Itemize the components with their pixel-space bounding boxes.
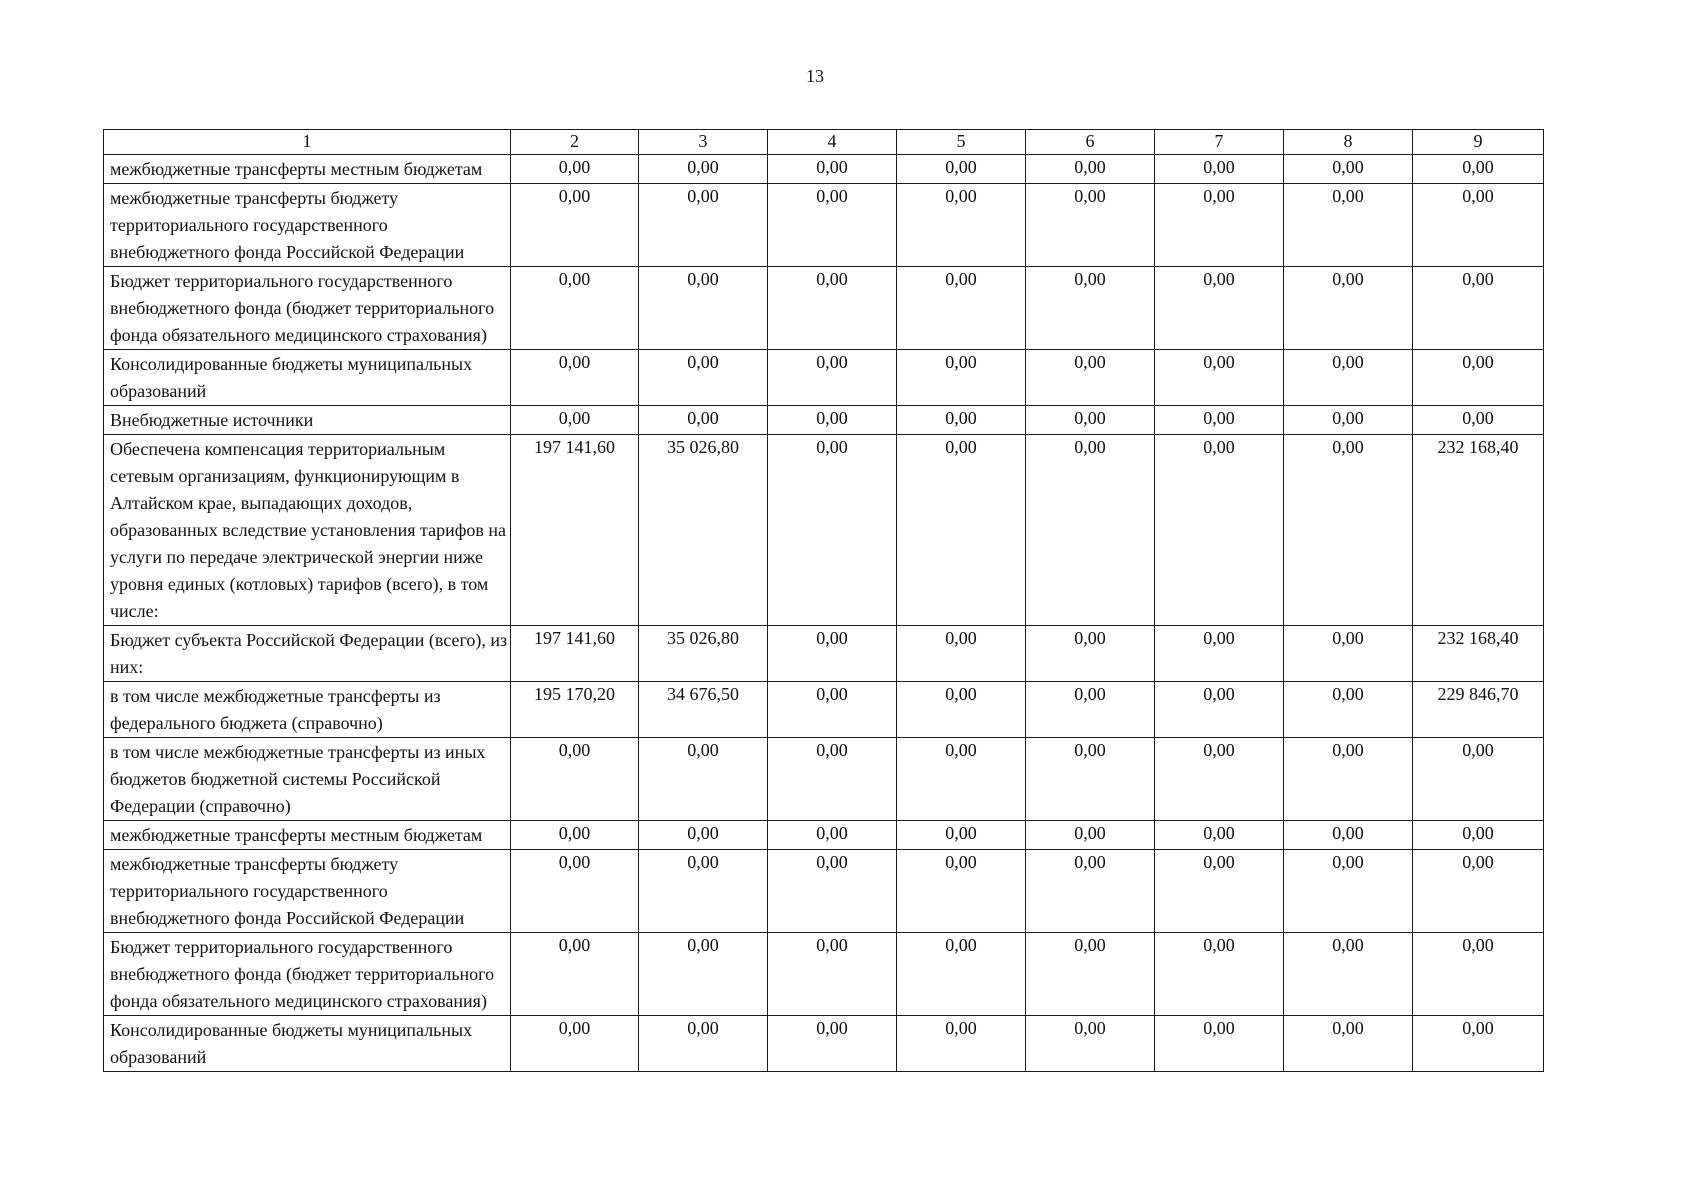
- cell-value: 0,00: [1026, 350, 1155, 406]
- cell-value: 0,00: [897, 738, 1026, 821]
- cell-value: 35 026,80: [639, 626, 768, 682]
- cell-value: 34 676,50: [639, 682, 768, 738]
- cell-value: 0,00: [897, 933, 1026, 1016]
- row-label: Консолидированные бюджеты муниципальных образований: [104, 1016, 511, 1072]
- cell-value: 0,00: [1413, 821, 1544, 850]
- cell-value: 0,00: [511, 184, 639, 267]
- budget-table: [103, 129, 1544, 1072]
- cell-value: 0,00: [897, 350, 1026, 406]
- column-header: 4: [768, 130, 897, 155]
- cell-value: 0,00: [511, 821, 639, 850]
- cell-value: 0,00: [1413, 350, 1544, 406]
- cell-value: 0,00: [897, 682, 1026, 738]
- cell-value: 0,00: [1026, 435, 1155, 626]
- cell-value: 0,00: [897, 626, 1026, 682]
- cell-value: 197 141,60: [511, 626, 639, 682]
- cell-value: 0,00: [1155, 1016, 1284, 1072]
- table-row: [104, 626, 1544, 682]
- cell-value: 0,00: [1413, 850, 1544, 933]
- cell-value: 0,00: [1026, 738, 1155, 821]
- cell-value: 0,00: [768, 1016, 897, 1072]
- cell-value: 0,00: [768, 933, 897, 1016]
- cell-value: 0,00: [1026, 406, 1155, 435]
- cell-value: 229 846,70: [1413, 682, 1544, 738]
- cell-value: 0,00: [1155, 682, 1284, 738]
- cell-value: 0,00: [1284, 406, 1413, 435]
- column-header: 9: [1413, 130, 1544, 155]
- cell-value: 0,00: [639, 1016, 768, 1072]
- table-row: [104, 850, 1544, 933]
- column-header: 2: [511, 130, 639, 155]
- column-header: 6: [1026, 130, 1155, 155]
- row-label: Обеспечена компенсация территориальным сетевым организациям, функционирующим в Алтайском крае, выпадающих доходов, образованных вследствие установления тарифов на услуги по передаче электрической энергии ниже уровня единых (котловых) тарифов (всего), в том числе:: [104, 435, 511, 626]
- table-row: [104, 184, 1544, 267]
- cell-value: 0,00: [1284, 821, 1413, 850]
- cell-value: 0,00: [768, 821, 897, 850]
- cell-value: 0,00: [1284, 1016, 1413, 1072]
- cell-value: 0,00: [1026, 267, 1155, 350]
- cell-value: 0,00: [511, 1016, 639, 1072]
- header-row: [104, 130, 1544, 155]
- row-label: Бюджет территориального государственного внебюджетного фонда (бюджет территориального фонда обязательного медицинского страхования): [104, 267, 511, 350]
- column-header: 5: [897, 130, 1026, 155]
- cell-value: 0,00: [639, 933, 768, 1016]
- cell-value: 0,00: [1284, 155, 1413, 184]
- cell-value: 0,00: [1284, 682, 1413, 738]
- cell-value: 0,00: [768, 406, 897, 435]
- cell-value: 0,00: [768, 155, 897, 184]
- cell-value: 0,00: [1413, 267, 1544, 350]
- column-header: 8: [1284, 130, 1413, 155]
- cell-value: 0,00: [768, 738, 897, 821]
- cell-value: 0,00: [1284, 184, 1413, 267]
- row-label: Бюджет субъекта Российской Федерации (всего), из них:: [104, 626, 511, 682]
- cell-value: 0,00: [1413, 933, 1544, 1016]
- cell-value: 0,00: [897, 267, 1026, 350]
- row-label: межбюджетные трансферты бюджету территориального государственного внебюджетного фонда Российской Федерации: [104, 184, 511, 267]
- cell-value: 0,00: [1284, 267, 1413, 350]
- table-row: [104, 155, 1544, 184]
- cell-value: 232 168,40: [1413, 626, 1544, 682]
- cell-value: 0,00: [897, 406, 1026, 435]
- cell-value: 0,00: [639, 184, 768, 267]
- cell-value: 0,00: [1155, 738, 1284, 821]
- cell-value: 0,00: [511, 406, 639, 435]
- table-body: [104, 155, 1544, 1072]
- row-label: Внебюджетные источники: [104, 406, 511, 435]
- cell-value: 0,00: [897, 435, 1026, 626]
- column-header: 7: [1155, 130, 1284, 155]
- table-row: [104, 350, 1544, 406]
- cell-value: 195 170,20: [511, 682, 639, 738]
- cell-value: 0,00: [897, 850, 1026, 933]
- cell-value: 0,00: [1284, 933, 1413, 1016]
- row-label: Бюджет территориального государственного внебюджетного фонда (бюджет территориального фонда обязательного медицинского страхования): [104, 933, 511, 1016]
- table-row: [104, 267, 1544, 350]
- cell-value: 0,00: [897, 1016, 1026, 1072]
- cell-value: 0,00: [639, 406, 768, 435]
- cell-value: 0,00: [511, 155, 639, 184]
- cell-value: 0,00: [768, 682, 897, 738]
- cell-value: 0,00: [1155, 184, 1284, 267]
- cell-value: 0,00: [511, 350, 639, 406]
- cell-value: 0,00: [1413, 406, 1544, 435]
- cell-value: 0,00: [1155, 850, 1284, 933]
- table-row: [104, 682, 1544, 738]
- cell-value: 0,00: [1284, 435, 1413, 626]
- cell-value: 0,00: [1026, 682, 1155, 738]
- cell-value: 0,00: [768, 850, 897, 933]
- cell-value: 0,00: [1026, 850, 1155, 933]
- cell-value: 0,00: [1284, 738, 1413, 821]
- row-label: межбюджетные трансферты бюджету территориального государственного внебюджетного фонда Российской Федерации: [104, 850, 511, 933]
- cell-value: 0,00: [511, 850, 639, 933]
- row-label: межбюджетные трансферты местным бюджетам: [104, 821, 511, 850]
- row-label: в том числе межбюджетные трансферты из иных бюджетов бюджетной системы Российской Федерации (справочно): [104, 738, 511, 821]
- table-row: [104, 933, 1544, 1016]
- cell-value: 0,00: [639, 155, 768, 184]
- cell-value: 0,00: [639, 267, 768, 350]
- table-row: [104, 1016, 1544, 1072]
- cell-value: 0,00: [1026, 626, 1155, 682]
- cell-value: 0,00: [1413, 155, 1544, 184]
- cell-value: 0,00: [1413, 1016, 1544, 1072]
- row-label: Консолидированные бюджеты муниципальных образований: [104, 350, 511, 406]
- cell-value: 0,00: [1026, 184, 1155, 267]
- cell-value: 0,00: [1284, 350, 1413, 406]
- table-row: [104, 738, 1544, 821]
- cell-value: 0,00: [639, 850, 768, 933]
- cell-value: 0,00: [1155, 155, 1284, 184]
- cell-value: 0,00: [639, 738, 768, 821]
- cell-value: 0,00: [897, 184, 1026, 267]
- cell-value: 0,00: [1413, 184, 1544, 267]
- cell-value: 232 168,40: [1413, 435, 1544, 626]
- cell-value: 0,00: [897, 155, 1026, 184]
- cell-value: 0,00: [639, 350, 768, 406]
- cell-value: 0,00: [1155, 350, 1284, 406]
- cell-value: 0,00: [1155, 435, 1284, 626]
- cell-value: 0,00: [1026, 933, 1155, 1016]
- cell-value: 0,00: [1155, 626, 1284, 682]
- cell-value: 0,00: [1284, 850, 1413, 933]
- table-header: [104, 130, 1544, 155]
- cell-value: 0,00: [768, 435, 897, 626]
- table-row: [104, 406, 1544, 435]
- cell-value: 0,00: [897, 821, 1026, 850]
- row-label: в том числе межбюджетные трансферты из федерального бюджета (справочно): [104, 682, 511, 738]
- cell-value: 0,00: [1026, 1016, 1155, 1072]
- cell-value: 0,00: [768, 350, 897, 406]
- cell-value: 0,00: [511, 267, 639, 350]
- cell-value: 0,00: [1413, 738, 1544, 821]
- page-number: 13: [806, 66, 824, 86]
- column-header: 1: [104, 130, 511, 155]
- cell-value: 0,00: [511, 738, 639, 821]
- cell-value: 0,00: [1284, 626, 1413, 682]
- table-row: [104, 821, 1544, 850]
- cell-value: 0,00: [1155, 406, 1284, 435]
- row-label: межбюджетные трансферты местным бюджетам: [104, 155, 511, 184]
- cell-value: 0,00: [1026, 155, 1155, 184]
- cell-value: 0,00: [768, 626, 897, 682]
- cell-value: 0,00: [1155, 267, 1284, 350]
- cell-value: 0,00: [1155, 933, 1284, 1016]
- cell-value: 197 141,60: [511, 435, 639, 626]
- cell-value: 0,00: [768, 267, 897, 350]
- cell-value: 0,00: [511, 933, 639, 1016]
- column-header: 3: [639, 130, 768, 155]
- cell-value: 0,00: [1026, 821, 1155, 850]
- cell-value: 35 026,80: [639, 435, 768, 626]
- table-row: [104, 435, 1544, 626]
- cell-value: 0,00: [1155, 821, 1284, 850]
- cell-value: 0,00: [768, 184, 897, 267]
- cell-value: 0,00: [639, 821, 768, 850]
